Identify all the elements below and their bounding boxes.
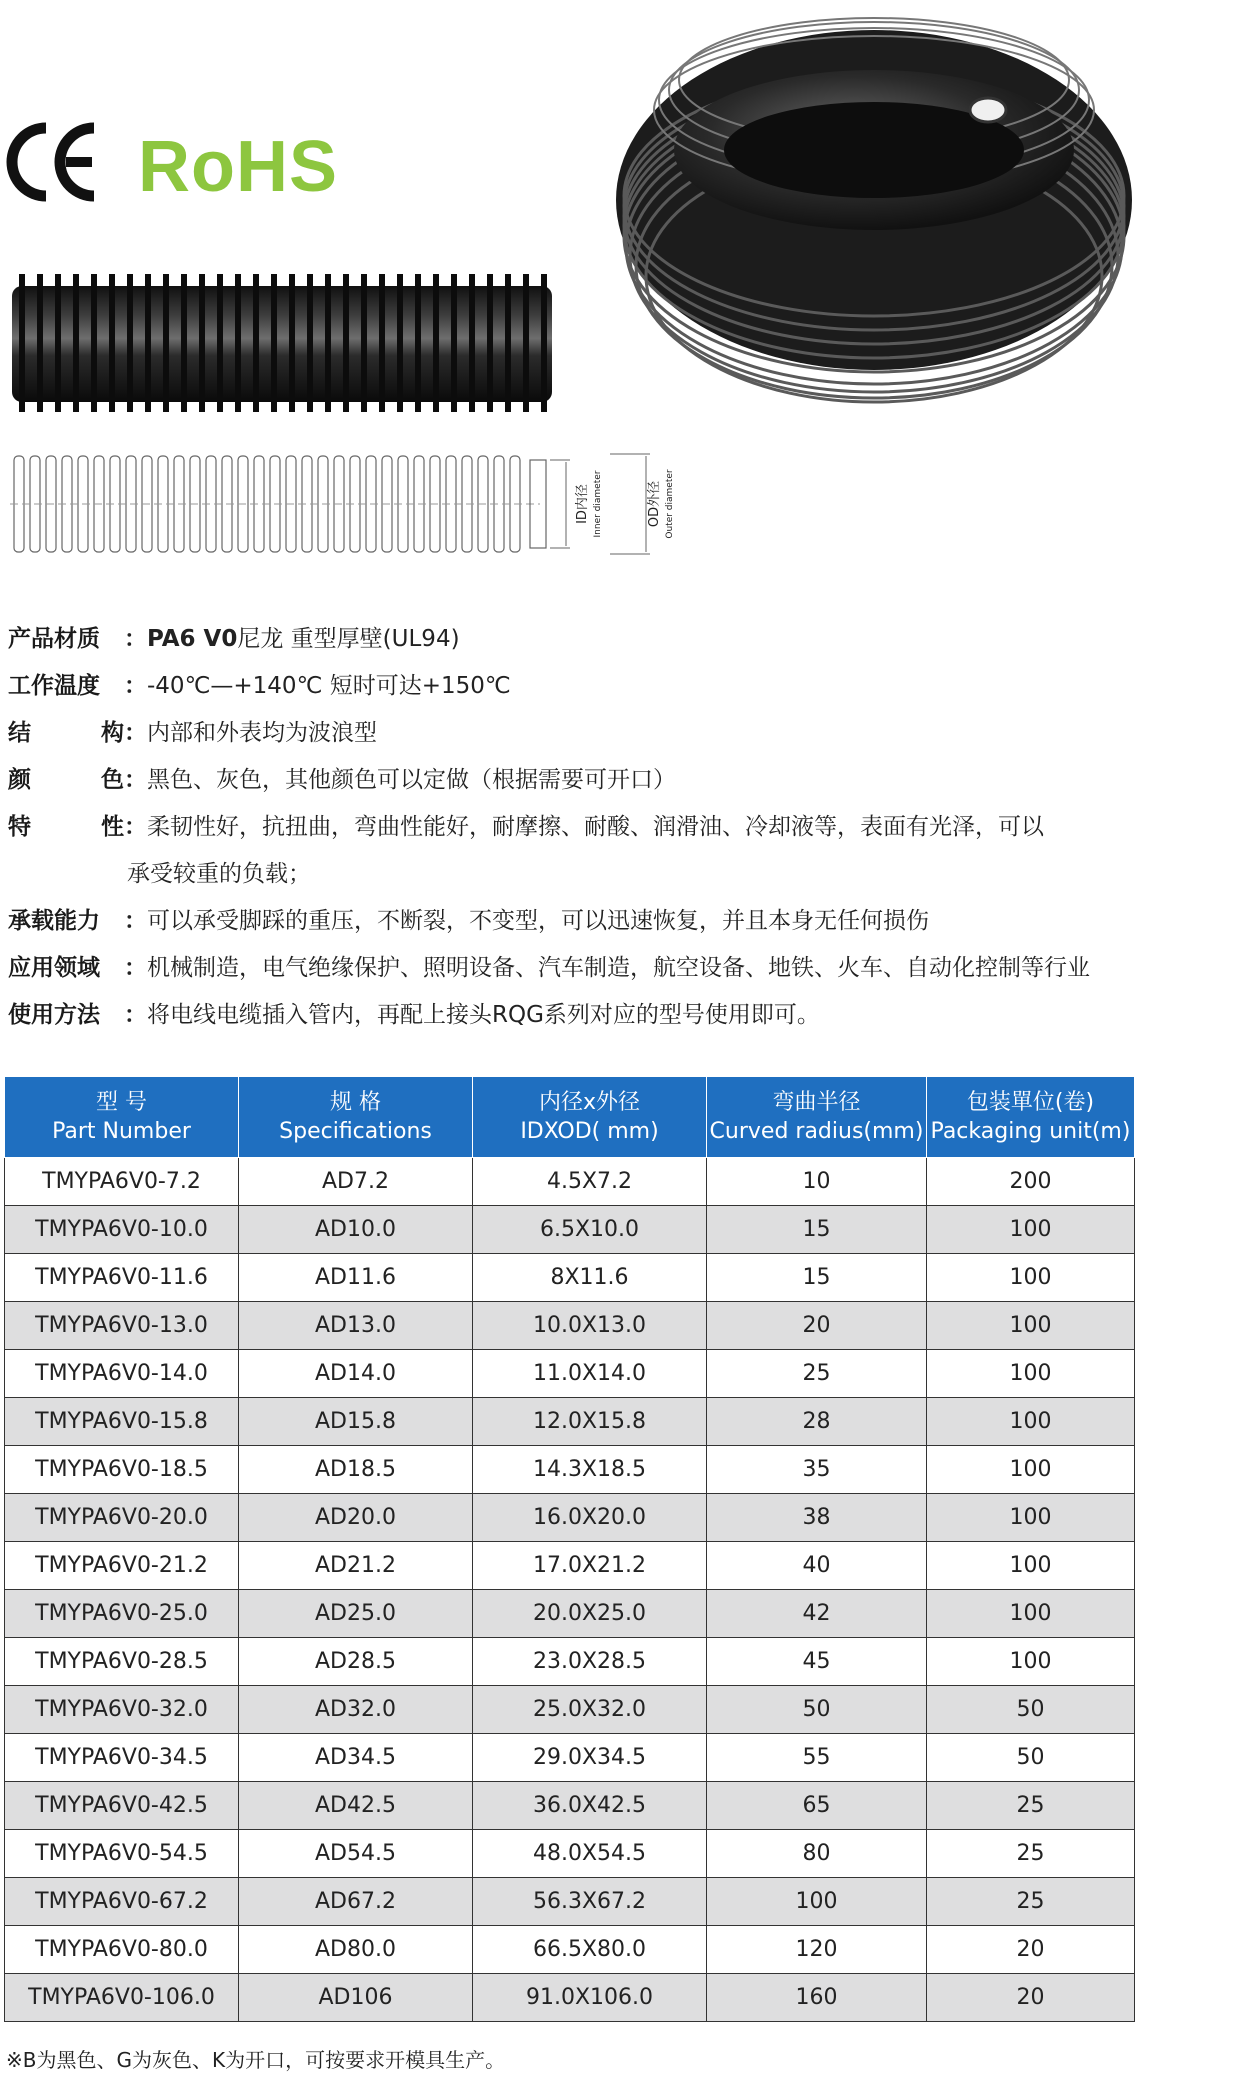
packaging-unit-cell: 100 (927, 1398, 1135, 1446)
spec-label: 特 性 (8, 814, 124, 840)
specification-cell: AD28.5 (239, 1638, 473, 1686)
id-label-cn: ID内径 (575, 484, 590, 524)
header-curved-radius: 弯曲半径 Curved radius(mm) (707, 1077, 927, 1158)
id-label-en: Inner diameter (593, 470, 603, 538)
id-od-cell: 20.0X25.0 (473, 1590, 707, 1638)
specification-cell: AD7.2 (239, 1158, 473, 1206)
od-label-en: Outer diameter (665, 469, 675, 539)
id-od-cell: 14.3X18.5 (473, 1446, 707, 1494)
packaging-unit-cell: 50 (927, 1686, 1135, 1734)
spec-label: 承载能力 (8, 908, 100, 934)
specification-cell: AD80.0 (239, 1926, 473, 1974)
id-od-cell: 12.0X15.8 (473, 1398, 707, 1446)
curved-radius-cell: 160 (707, 1974, 927, 2022)
packaging-unit-cell: 20 (927, 1926, 1135, 1974)
table-row (5, 1542, 1135, 1590)
id-od-cell: 11.0X14.0 (473, 1350, 707, 1398)
part-number-cell: TMYPA6V0-32.0 (5, 1686, 239, 1734)
id-od-cell: 56.3X67.2 (473, 1878, 707, 1926)
table-row (5, 1398, 1135, 1446)
part-number-cell: TMYPA6V0-14.0 (5, 1350, 239, 1398)
coiled-hose-image (608, 0, 1140, 400)
part-number-cell: TMYPA6V0-34.5 (5, 1734, 239, 1782)
specification-cell: AD25.0 (239, 1590, 473, 1638)
table-row (5, 1206, 1135, 1254)
specification-cell: AD34.5 (239, 1734, 473, 1782)
packaging-unit-cell: 100 (927, 1590, 1135, 1638)
table-row (5, 1878, 1135, 1926)
part-number-cell: TMYPA6V0-54.5 (5, 1830, 239, 1878)
packaging-unit-cell: 20 (927, 1974, 1135, 2022)
spec-label: 颜 色 (8, 767, 124, 793)
curved-radius-cell: 65 (707, 1782, 927, 1830)
curved-radius-cell: 10 (707, 1158, 927, 1206)
packaging-unit-cell: 200 (927, 1158, 1135, 1206)
id-od-cell: 23.0X28.5 (473, 1638, 707, 1686)
specification-cell: AD15.8 (239, 1398, 473, 1446)
packaging-unit-cell: 100 (927, 1350, 1135, 1398)
specification-cell: AD21.2 (239, 1542, 473, 1590)
table-row (5, 1254, 1135, 1302)
part-number-cell: TMYPA6V0-10.0 (5, 1206, 239, 1254)
spec-label: 产品材质 (8, 626, 100, 652)
id-od-cell: 25.0X32.0 (473, 1686, 707, 1734)
id-od-cell: 8X11.6 (473, 1254, 707, 1302)
product-spec-table (4, 1076, 1135, 2022)
curved-radius-cell: 35 (707, 1446, 927, 1494)
table-row (5, 1158, 1135, 1206)
spec-features-continued (127, 851, 1251, 897)
hose-dimension-drawing (10, 448, 675, 560)
spec-label: 使用方法 (8, 1002, 100, 1028)
part-number-cell: TMYPA6V0-42.5 (5, 1782, 239, 1830)
packaging-unit-cell: 100 (927, 1206, 1135, 1254)
part-number-cell: TMYPA6V0-13.0 (5, 1302, 239, 1350)
table-row (5, 1446, 1135, 1494)
ce-mark-logo (6, 118, 98, 206)
specification-cell: AD106 (239, 1974, 473, 2022)
part-number-cell: TMYPA6V0-21.2 (5, 1542, 239, 1590)
specification-cell: AD54.5 (239, 1830, 473, 1878)
packaging-unit-cell: 100 (927, 1638, 1135, 1686)
id-od-cell: 16.0X20.0 (473, 1494, 707, 1542)
specification-cell: AD14.0 (239, 1350, 473, 1398)
part-number-cell: TMYPA6V0-20.0 (5, 1494, 239, 1542)
spec-label: 工作温度 (8, 673, 100, 699)
specification-cell: AD42.5 (239, 1782, 473, 1830)
spec-value: 黑色、灰色，其他颜色可以定做（根据需要可开口） (147, 767, 676, 793)
id-od-cell: 36.0X42.5 (473, 1782, 707, 1830)
part-number-cell: TMYPA6V0-15.8 (5, 1398, 239, 1446)
spec-value: 尼龙 重型厚壁(UL94) (237, 626, 460, 652)
spec-value-bold: PA6 V0 (147, 626, 238, 652)
table-row (5, 1494, 1135, 1542)
spec-value: 可以承受脚踩的重压，不断裂，不变型，可以迅速恢复，并且本身无任何损伤 (147, 908, 929, 934)
id-od-cell: 29.0X34.5 (473, 1734, 707, 1782)
header-part-number: 型 号 Part Number (5, 1077, 239, 1158)
table-row (5, 1350, 1135, 1398)
specification-cell: AD32.0 (239, 1686, 473, 1734)
spec-label: 结 构 (8, 720, 124, 746)
spec-features: 特 性：柔韧性好，抗扭曲，弯曲性能好，耐摩擦、耐酸、润滑油、冷却液等，表面有光泽，可以 (8, 804, 1132, 850)
part-number-cell: TMYPA6V0-11.6 (5, 1254, 239, 1302)
curved-radius-cell: 38 (707, 1494, 927, 1542)
spec-applications: 应用领域 ：机械制造，电气绝缘保护、照明设备、汽车制造，航空设备、地铁、火车、自动化控制等行业 (8, 945, 1132, 991)
packaging-unit-cell: 100 (927, 1302, 1135, 1350)
table-row (5, 1830, 1135, 1878)
curved-radius-cell: 25 (707, 1350, 927, 1398)
packaging-unit-cell: 100 (927, 1494, 1135, 1542)
id-od-cell: 4.5X7.2 (473, 1158, 707, 1206)
specification-cell: AD67.2 (239, 1878, 473, 1926)
spec-value: 将电线电缆插入管内，再配上接头RQG系列对应的型号使用即可。 (147, 1002, 820, 1028)
curved-radius-cell: 15 (707, 1206, 927, 1254)
spec-temperature: 工作温度 ：-40℃—+140℃ 短时可达+150℃ (8, 663, 1132, 709)
packaging-unit-cell: 25 (927, 1830, 1135, 1878)
part-number-cell: TMYPA6V0-7.2 (5, 1158, 239, 1206)
curved-radius-cell: 20 (707, 1302, 927, 1350)
part-number-cell: TMYPA6V0-28.5 (5, 1638, 239, 1686)
specification-cell: AD11.6 (239, 1254, 473, 1302)
curved-radius-cell: 45 (707, 1638, 927, 1686)
spec-value: 机械制造，电气绝缘保护、照明设备、汽车制造，航空设备、地铁、火车、自动化控制等行业 (147, 955, 1090, 981)
table-row (5, 1974, 1135, 2022)
part-number-cell: TMYPA6V0-18.5 (5, 1446, 239, 1494)
table-row (5, 1302, 1135, 1350)
specification-cell: AD20.0 (239, 1494, 473, 1542)
spec-usage: 使用方法 ：将电线电缆插入管内，再配上接头RQG系列对应的型号使用即可。 (8, 992, 1132, 1038)
specification-cell: AD10.0 (239, 1206, 473, 1254)
spec-value: 柔韧性好，抗扭曲，弯曲性能好，耐摩擦、耐酸、润滑油、冷却液等，表面有光泽，可以 (147, 814, 1044, 840)
id-od-cell: 66.5X80.0 (473, 1926, 707, 1974)
spec-value: -40℃—+140℃ 短时可达+150℃ (147, 673, 511, 699)
part-number-cell: TMYPA6V0-25.0 (5, 1590, 239, 1638)
part-number-cell: TMYPA6V0-80.0 (5, 1926, 239, 1974)
curved-radius-cell: 42 (707, 1590, 927, 1638)
curved-radius-cell: 55 (707, 1734, 927, 1782)
packaging-unit-cell: 25 (927, 1782, 1135, 1830)
table-row (5, 1590, 1135, 1638)
spec-label: 应用领域 (8, 955, 100, 981)
curved-radius-cell: 15 (707, 1254, 927, 1302)
packaging-unit-cell: 25 (927, 1878, 1135, 1926)
header-specifications: 规 格 Specifications (239, 1077, 473, 1158)
spec-load-capacity: 承载能力 ：可以承受脚踩的重压，不断裂，不变型，可以迅速恢复，并且本身无任何损伤 (8, 898, 1132, 944)
specification-cell: AD13.0 (239, 1302, 473, 1350)
packaging-unit-cell: 100 (927, 1446, 1135, 1494)
spec-material: 产品材质 ：PA6 V0尼龙 重型厚壁(UL94) (8, 616, 1132, 662)
spec-color: 颜 色：黑色、灰色，其他颜色可以定做（根据需要可开口） (8, 757, 1132, 803)
table-row (5, 1686, 1135, 1734)
footnote: ※B为黑色、G为灰色、K为开口，可按要求开模具生产。 (6, 2048, 506, 2072)
spec-structure: 结 构：内部和外表均为波浪型 (8, 710, 1132, 756)
table-header-row (5, 1077, 1135, 1158)
curved-radius-cell: 80 (707, 1830, 927, 1878)
header-id-od: 内径x外径 IDXOD( mm) (473, 1077, 707, 1158)
spec-value: 内部和外表均为波浪型 (147, 720, 377, 746)
corrugated-hose-image (12, 272, 552, 414)
table-row (5, 1638, 1135, 1686)
id-od-cell: 17.0X21.2 (473, 1542, 707, 1590)
curved-radius-cell: 50 (707, 1686, 927, 1734)
header-packaging-unit: 包装單位(卷) Packaging unit(m) (927, 1077, 1135, 1158)
packaging-unit-cell: 50 (927, 1734, 1135, 1782)
curved-radius-cell: 28 (707, 1398, 927, 1446)
rohs-logo: RoHS (138, 127, 338, 207)
curved-radius-cell: 120 (707, 1926, 927, 1974)
specification-cell: AD18.5 (239, 1446, 473, 1494)
part-number-cell: TMYPA6V0-67.2 (5, 1878, 239, 1926)
spec-value: 承受较重的负载； (127, 861, 311, 887)
id-od-cell: 91.0X106.0 (473, 1974, 707, 2022)
part-number-cell: TMYPA6V0-106.0 (5, 1974, 239, 2022)
id-od-cell: 6.5X10.0 (473, 1206, 707, 1254)
packaging-unit-cell: 100 (927, 1254, 1135, 1302)
table-row (5, 1782, 1135, 1830)
od-label-cn: OD外径 (647, 480, 662, 528)
id-od-cell: 10.0X13.0 (473, 1302, 707, 1350)
packaging-unit-cell: 100 (927, 1542, 1135, 1590)
table-row (5, 1734, 1135, 1782)
curved-radius-cell: 40 (707, 1542, 927, 1590)
curved-radius-cell: 100 (707, 1878, 927, 1926)
id-od-cell: 48.0X54.5 (473, 1830, 707, 1878)
table-row (5, 1926, 1135, 1974)
